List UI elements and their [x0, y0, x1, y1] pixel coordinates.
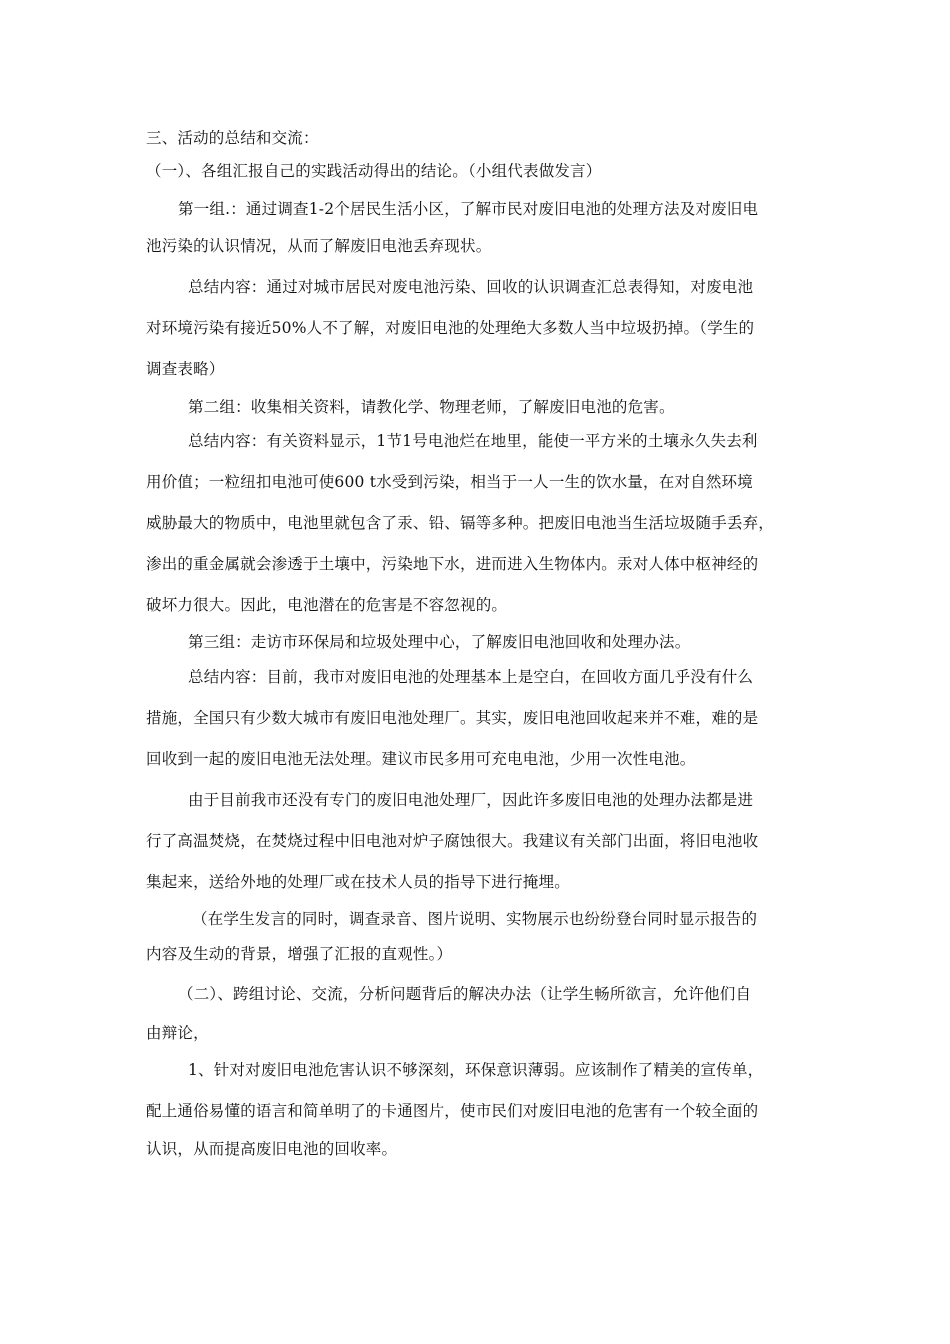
solution-line: 认识，从而提高废旧电池的回收率。	[146, 1140, 398, 1158]
group2-summary-line: 用价值；一粒纽扣电池可使600 t水受到污染，相当于一人一生的饮水量，在对自然环境	[146, 473, 753, 491]
group3-summary-line: 总结内容：目前，我市对废旧电池的处理基本上是空白，在回收方面几乎没有什么	[188, 668, 754, 686]
group1-summary-line: 对环境污染有接近50%人不了解，对废旧电池的处理绝大多数人当中垃圾扔掉。（学生的	[146, 319, 755, 337]
subsection-heading-2-cont: 由辩论，	[146, 1024, 209, 1042]
suggestion-line: 行了高温焚烧，在焚烧过程中旧电池对炉子腐蚀很大。我建议有关部门出面，将旧电池收	[146, 832, 759, 850]
group3-summary-line: 措施，全国只有少数大城市有废旧电池处理厂。其实，废旧电池回收起来并不难，难的是	[146, 709, 759, 727]
note-line: 内容及生动的背景，增强了汇报的直观性。）	[146, 945, 453, 963]
group1-summary-line: 调查表略）	[146, 360, 225, 378]
group2-summary-line: 破坏力很大。因此，电池潜在的危害是不容忽视的。	[146, 596, 508, 614]
group1-text-line: 第一组.：通过调查1-2个居民生活小区，了解市民对废旧电池的处理方法及对废旧电	[178, 200, 759, 218]
group2-summary-line: 渗出的重金属就会渗透于土壤中，污染地下水，进而进入生物体内。汞对人体中枢神经的	[146, 555, 759, 573]
group3-text-line: 第三组：走访市环保局和垃圾处理中心，了解废旧电池回收和处理办法。	[188, 633, 691, 651]
group3-summary-line: 回收到一起的废旧电池无法处理。建议市民多用可充电电池，少用一次性电池。	[146, 750, 696, 768]
group2-summary-line: 威胁最大的物质中，电池里就包含了汞、铅、镉等多种。把废旧电池当生活垃圾随手丢弃，	[146, 514, 775, 532]
group2-summary-line: 总结内容：有关资料显示，1节1号电池烂在地里，能使一平方米的土壤永久失去利	[188, 432, 758, 450]
group1-text-line: 池污染的认识情况，从而了解废旧电池丢弃现状。	[146, 237, 492, 255]
solution-line: 配上通俗易懂的语言和简单明了的卡通图片，使市民们对废旧电池的危害有一个较全面的	[146, 1102, 759, 1120]
section-heading: 三、活动的总结和交流：	[146, 129, 319, 147]
suggestion-line: 集起来，送给外地的处理厂或在技术人员的指导下进行掩埋。	[146, 873, 570, 891]
solution-line: 1、针对对废旧电池危害认识不够深刻，环保意识薄弱。应该制作了精美的宣传单，	[188, 1061, 764, 1079]
subsection-heading: （一）、各组汇报自己的实践活动得出的结论。（小组代表做发言）	[146, 162, 602, 180]
suggestion-line: 由于目前我市还没有专门的废旧电池处理厂，因此许多废旧电池的处理办法都是进	[188, 791, 754, 809]
group1-summary-line: 总结内容：通过对城市居民对废电池污染、回收的认识调查汇总表得知，对废电池	[188, 278, 754, 296]
subsection-heading-2: （二）、跨组讨论、交流，分析问题背后的解决办法（让学生畅所欲言，允许他们自	[178, 985, 752, 1003]
note-line: （在学生发言的同时，调查录音、图片说明、实物展示也纷纷登台同时显示报告的	[192, 910, 758, 928]
group2-text-line: 第二组：收集相关资料，请教化学、物理老师，了解废旧电池的危害。	[188, 398, 675, 416]
